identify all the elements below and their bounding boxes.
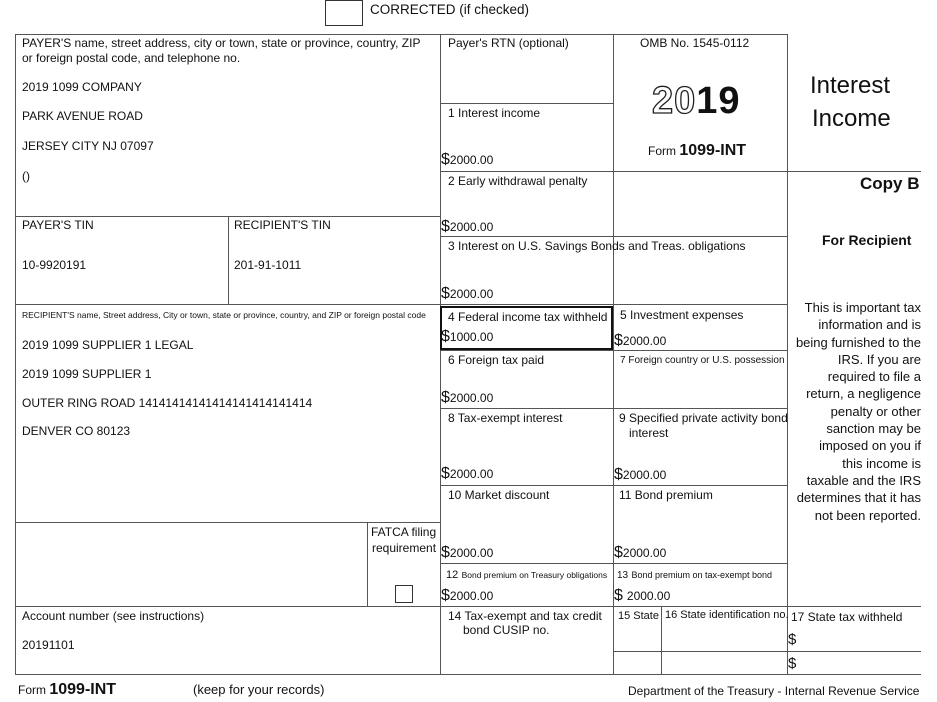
notice-line: IRS. If you are [837, 351, 921, 367]
notice-line: taxable and the IRS [806, 472, 921, 488]
col-divider-mid [613, 34, 614, 674]
box17-dollar-1: $ [788, 631, 797, 648]
form-bottom-border [15, 674, 921, 675]
box1-dollar: $ [441, 151, 450, 168]
state-mid-line [613, 651, 921, 652]
box13-amount [614, 587, 670, 605]
corrected-checkbox[interactable] [325, 0, 363, 26]
box13-dollar: $ [614, 587, 623, 604]
notice-line: This is important tax [804, 300, 921, 315]
box7-label: 7 Foreign country or U.S. possession [620, 355, 785, 366]
payer-name: 2019 1099 COMPANY [22, 80, 142, 94]
box14-label-line1: 14 Tax-exempt and tax credit [448, 609, 602, 623]
payer-city: JERSEY CITY NJ 07097 [22, 139, 154, 153]
box11-amount [614, 544, 666, 562]
box10-bottom-line [440, 563, 787, 564]
box3-label: 3 Interest on U.S. Savings Bonds and Treas. obligations [448, 239, 746, 253]
box4-dollar: $ [441, 328, 450, 345]
box13-num: 13 [617, 570, 629, 581]
box11-label: 11 Bond premium [619, 488, 713, 502]
box4-label: 4 Federal income tax withheld [448, 310, 608, 324]
box3-amount [441, 285, 493, 303]
box17-dollar-2: $ [788, 655, 797, 672]
box2-amount [441, 218, 493, 236]
recipient-label: RECIPIENT'S name, Street address, City or town, state or province, country, and ZIP or foreign postal code [22, 310, 426, 320]
box10-amount [441, 544, 493, 562]
payer-phone: () [22, 169, 30, 183]
fatca-label-line1: FATCA filing [371, 525, 437, 539]
box1-label: 1 Interest income [448, 106, 541, 120]
recipient-street: OUTER RING ROAD 14141414141414141414141414 [22, 396, 313, 410]
notice-line: return, a negligence [806, 386, 921, 402]
form-title-line2: Income [812, 105, 891, 132]
box10-value: 2000.00 [449, 546, 494, 560]
box12-dollar: $ [441, 587, 450, 604]
notice-line: determines that it has [796, 490, 921, 506]
account-value: 20191101 [22, 638, 75, 652]
box5-label: 5 Investment expenses [620, 308, 744, 322]
notice-line: this income is [842, 455, 921, 471]
account-top-line [15, 606, 440, 607]
notice-line: sanction may be [826, 421, 921, 437]
box8-dollar: $ [441, 465, 450, 482]
rtn-bottom-line [440, 103, 613, 104]
notice-line: information and is [818, 317, 921, 333]
box12-num: 12 [446, 569, 459, 581]
recipient-name2: 2019 1099 SUPPLIER 1 [22, 367, 152, 381]
box17-label: 17 State tax withheld [791, 610, 903, 624]
box12-bottom-line [440, 606, 921, 607]
notice-line: required to file a [827, 369, 921, 385]
box9-label-line2: interest [629, 426, 669, 440]
box8-label: 8 Tax-exempt interest [448, 411, 563, 425]
tin-bottom-line [15, 304, 440, 305]
tax-year-outline: 20 [652, 80, 697, 122]
box5-value: 2000.00 [622, 334, 667, 348]
box2-value: 2000.00 [449, 220, 494, 234]
box13-label [617, 567, 772, 582]
box4-value: 1000.00 [449, 330, 494, 344]
tin-divider [228, 216, 229, 304]
box4-bottom-line [440, 350, 787, 351]
form-name-top: 1099-INT [679, 142, 747, 159]
fatca-divider [367, 522, 368, 606]
box8-value: 2000.00 [449, 467, 494, 481]
box9-label-line1: 9 Specified private activity bond [619, 411, 788, 425]
box15-label: 15 State [618, 610, 659, 622]
recipient-tin-label: RECIPIENT'S TIN [234, 218, 331, 232]
form-left-border [15, 34, 16, 674]
notice-line: penalty or other [830, 403, 921, 419]
box12-label [446, 567, 607, 582]
box16-label: 16 State identification no. [665, 609, 789, 621]
box6-bottom-line [440, 408, 787, 409]
account-label: Account number (see instructions) [22, 609, 205, 623]
box8-bottom-line [440, 485, 787, 486]
footer-department: Department of the Treasury - Internal Revenue Service [628, 684, 920, 698]
box2-label: 2 Early withdrawal penalty [448, 174, 588, 188]
box1-value: 2000.00 [449, 153, 494, 167]
box13-value: 2000.00 [626, 589, 671, 603]
payer-tin-value: 10-9920191 [22, 258, 87, 272]
col-divider-left [440, 34, 441, 674]
form-id-top [648, 141, 746, 160]
form-title-line1: Interest [810, 72, 891, 99]
box5-dollar: $ [614, 332, 623, 349]
box1-amount [441, 151, 493, 169]
box6-dollar: $ [441, 389, 450, 406]
payer-label-line2: or foreign postal code, and telephone no. [22, 51, 241, 65]
box12-amount [441, 587, 493, 605]
notice-line: imposed on you if [819, 438, 921, 454]
corrected-label: CORRECTED (if checked) [370, 2, 530, 17]
footer-form-name: 1099-INT [49, 681, 117, 698]
box2-dollar: $ [441, 218, 450, 235]
notice-line: not been reported. [814, 507, 921, 523]
form-word-top: Form [648, 144, 676, 158]
notice-line: being furnished to the [795, 334, 921, 350]
box14-label-line2: bond CUSIP no. [463, 623, 550, 637]
recipient-city: DENVER CO 80123 [22, 424, 131, 438]
omb-number: OMB No. 1545-0112 [640, 36, 750, 50]
recipient-notice [788, 299, 921, 524]
tax-year [652, 80, 741, 123]
box9-value: 2000.00 [622, 468, 667, 482]
state-col-divider [661, 606, 662, 674]
footer-form-id [18, 680, 116, 699]
fatca-label-line2: requirement [372, 541, 437, 555]
box6-label: 6 Foreign tax paid [448, 353, 545, 367]
box9-dollar: $ [614, 466, 623, 483]
box9-amount [614, 466, 666, 484]
copyb-top-line [787, 171, 921, 172]
payer-tin-label: PAYER'S TIN [22, 218, 94, 232]
footer-keep-records: (keep for your records) [193, 682, 325, 697]
box3-value: 2000.00 [449, 287, 494, 301]
for-recipient-label: For Recipient [822, 232, 912, 248]
box4-amount [441, 328, 493, 346]
box3-bottom-line [440, 304, 787, 305]
box10-dollar: $ [441, 544, 450, 561]
box12-text: Bond premium on Treasury obligations [461, 570, 608, 580]
box1-bottom-line [440, 171, 787, 172]
box11-dollar: $ [614, 544, 623, 561]
recipient-name1: 2019 1099 SUPPLIER 1 LEGAL [22, 338, 194, 352]
box8-amount [441, 465, 493, 483]
box6-amount [441, 389, 493, 407]
box13-text: Bond premium on tax-exempt bond [631, 570, 773, 580]
tax-year-solid: 19 [696, 80, 741, 122]
recipient-tin-value: 201-91-1011 [234, 258, 302, 272]
payer-label-line1: PAYER'S name, street address, city or town, state or province, country, ZIP [22, 36, 421, 50]
box3-dollar: $ [441, 285, 450, 302]
payer-street: PARK AVENUE ROAD [22, 109, 143, 123]
box5-amount [614, 332, 666, 350]
copy-b-label: Copy B [860, 174, 920, 193]
recipient-bottom-line [15, 522, 440, 523]
box6-value: 2000.00 [449, 391, 494, 405]
fatca-checkbox[interactable] [395, 585, 413, 603]
box2-bottom-line [440, 236, 787, 237]
box11-value: 2000.00 [622, 546, 667, 560]
footer-form-word: Form [18, 683, 46, 697]
box12-value: 2000.00 [449, 589, 494, 603]
box10-label: 10 Market discount [448, 488, 550, 502]
form-top-border [15, 34, 787, 35]
payer-rtn-label: Payer's RTN (optional) [448, 36, 569, 50]
